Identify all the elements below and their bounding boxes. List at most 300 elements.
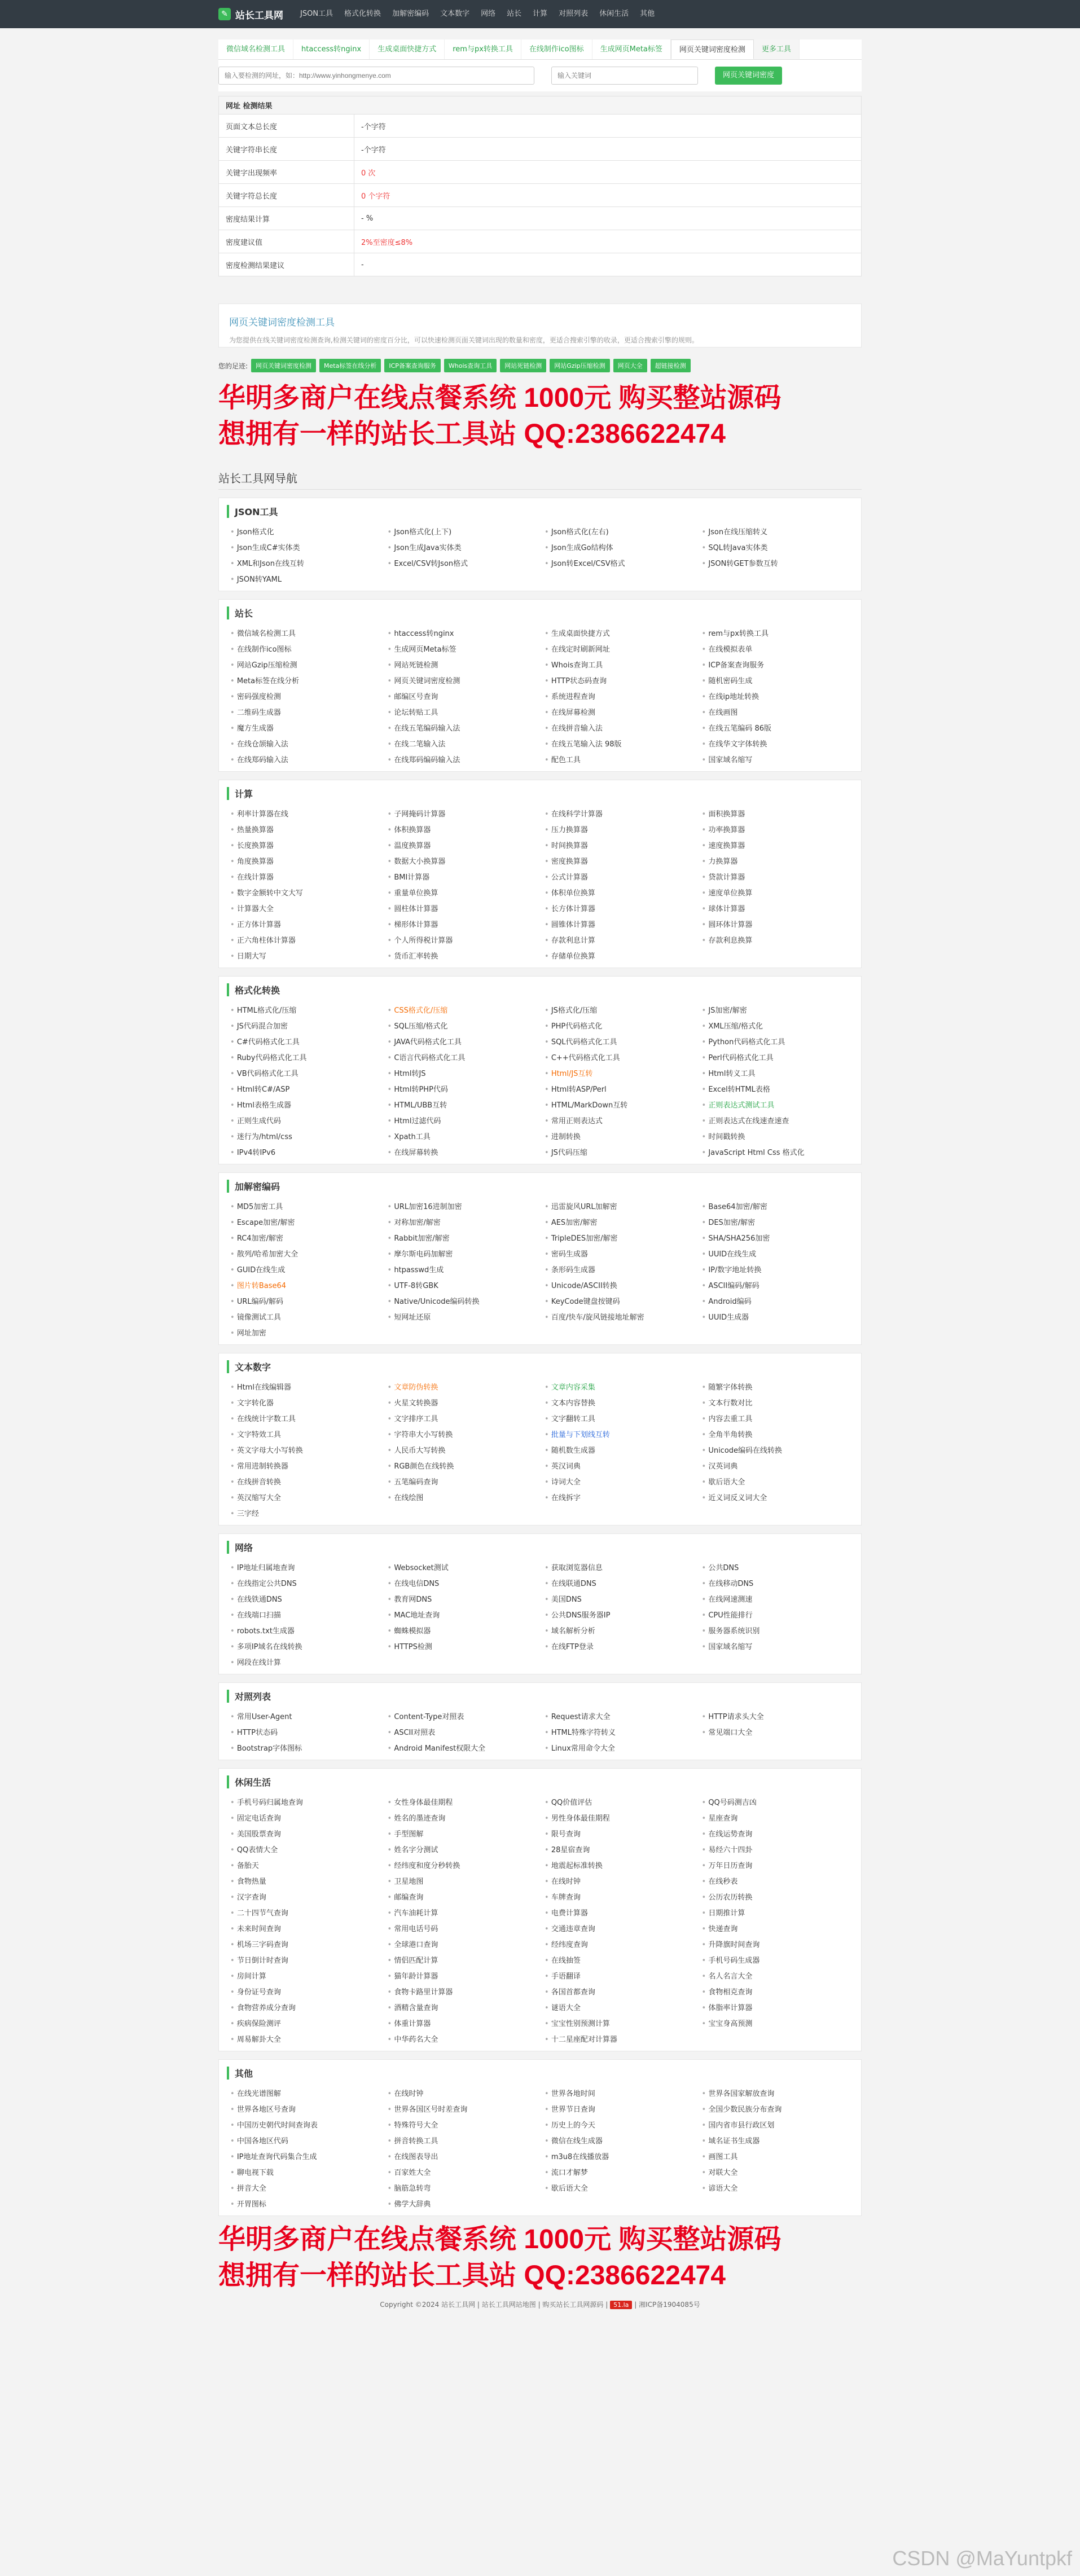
tool-link[interactable]: • BMI计算器 (388, 871, 539, 882)
tool-link[interactable]: • Html转C#/ASP (230, 1083, 382, 1094)
tool-link[interactable]: • C#代码格式化工具 (230, 1036, 382, 1047)
tool-link[interactable]: • 在线统计字数工具 (230, 1413, 382, 1423)
tool-link[interactable]: • 各国首都查询 (545, 1986, 696, 1997)
tool-link[interactable]: • 角度换算器 (230, 855, 382, 866)
tool-link[interactable]: • DES加密/解密 (702, 1216, 854, 1227)
tool-link[interactable]: • 域名解析分析 (545, 1625, 696, 1636)
tool-link[interactable]: • 在线网速测速 (702, 1593, 854, 1604)
tool-link[interactable]: • 在线端口扫描 (230, 1609, 382, 1620)
tool-link[interactable]: • Escape加密/解密 (230, 1216, 382, 1227)
tool-link[interactable]: • IP地址归属地查询 (230, 1562, 382, 1572)
tool-link[interactable]: • JS加密/解密 (702, 1004, 854, 1015)
tool-link[interactable]: • Html转义工具 (702, 1067, 854, 1078)
tool-link[interactable]: • UTF-8转GBK (388, 1280, 539, 1290)
url-input[interactable] (218, 67, 534, 85)
tool-link[interactable]: • 密码强度检测 (230, 691, 382, 701)
tool-link[interactable]: • 备胎天 (230, 1860, 382, 1870)
tool-link[interactable]: • 聊电视下载 (230, 2166, 382, 2177)
tool-link[interactable]: • 条形码生成器 (545, 1264, 696, 1274)
tool-link[interactable]: • 拼音大全 (230, 2182, 382, 2193)
nav-item[interactable]: 加解密编码 (392, 10, 429, 18)
tool-link[interactable]: • RC4加密/解密 (230, 1232, 382, 1243)
tool-link[interactable]: • 限号查询 (545, 1828, 696, 1839)
tool-link[interactable]: • 在线绘图 (388, 1492, 539, 1502)
tool-link[interactable]: • 卫星地图 (388, 1875, 539, 1886)
tool-link[interactable]: • 圆柱体计算器 (388, 903, 539, 913)
tool-link[interactable]: • 对联大全 (702, 2166, 854, 2177)
tool-link[interactable]: • 在线移动DNS (702, 1577, 854, 1588)
tool-link[interactable]: • JAVA代码格式化工具 (388, 1036, 539, 1047)
tool-link[interactable]: • 网站死链检测 (388, 659, 539, 670)
tool-link[interactable]: • Rabbit加密/解密 (388, 1232, 539, 1243)
tool-link[interactable]: • Html转ASP/Perl (545, 1083, 696, 1094)
tool-link[interactable]: • Html在线编辑器 (230, 1381, 382, 1392)
tool-link[interactable]: • 在线郑码编码输入法 (388, 754, 539, 764)
nav-item[interactable]: 休闲生活 (599, 10, 629, 18)
tool-link[interactable]: • 微信域名检测工具 (230, 627, 382, 638)
tool-link[interactable]: • 在线时钟 (545, 1875, 696, 1886)
tool-link[interactable]: • 利率计算器在线 (230, 808, 382, 819)
history-tag[interactable]: Whois查询工具 (444, 359, 497, 372)
tool-link[interactable]: • 特殊符号大全 (388, 2119, 539, 2130)
tool-link[interactable]: • Ruby代码格式化工具 (230, 1052, 382, 1062)
tool-link[interactable]: • 计算器大全 (230, 903, 382, 913)
tool-link[interactable]: • 圆环体计算器 (702, 918, 854, 929)
tool-link[interactable]: • 疾病保险测评 (230, 2017, 382, 2028)
tool-link[interactable]: • 文本内容替换 (545, 1397, 696, 1408)
tool-link[interactable]: • 周易解卦大全 (230, 2033, 382, 2044)
tool-link[interactable]: • 食物相克查询 (702, 1986, 854, 1997)
tool-link[interactable]: • 在线制作ico图标 (230, 643, 382, 654)
tool-link[interactable]: • Html表格生成器 (230, 1099, 382, 1110)
tool-link[interactable]: • 房间计算 (230, 1970, 382, 1981)
tool-link[interactable]: • PHP代码格式化 (545, 1020, 696, 1031)
footer-icp[interactable]: | 湘ICP备1904085号 (634, 2301, 700, 2309)
tool-link[interactable]: • 十二星座配对计算器 (545, 2033, 696, 2044)
tool-link[interactable]: • 公共DNS (702, 1562, 854, 1572)
tool-link[interactable]: • 歇后语大全 (545, 2182, 696, 2193)
tool-link[interactable]: • 批量与下划线互转 (545, 1428, 696, 1439)
tool-link[interactable]: • 内容去重工具 (702, 1413, 854, 1423)
tool-link[interactable]: • 文章内容采集 (545, 1381, 696, 1392)
tool-link[interactable]: • ASCII编码/解码 (702, 1280, 854, 1290)
tool-link[interactable]: • Perl代码格式化工具 (702, 1052, 854, 1062)
tool-link[interactable]: • 在线抽签 (545, 1954, 696, 1965)
tool-link[interactable]: • QQ表情大全 (230, 1844, 382, 1854)
tool-link[interactable]: • 教育网DNS (388, 1593, 539, 1604)
tool-link[interactable]: • CPU性能排行 (702, 1609, 854, 1620)
tool-link[interactable]: • AES加密/解密 (545, 1216, 696, 1227)
tool-link[interactable]: • 世界各地时间 (545, 2087, 696, 2098)
tool-link[interactable]: • 全角半角转换 (702, 1428, 854, 1439)
tool-link[interactable]: • SQL转Java实体类 (702, 542, 854, 552)
tool-link[interactable]: • 邮编区号查询 (388, 691, 539, 701)
tool-link[interactable]: • 电费计算器 (545, 1907, 696, 1918)
tool-link[interactable]: • 正则表达式测试工具 (702, 1099, 854, 1110)
tool-link[interactable]: • 对称加密/解密 (388, 1216, 539, 1227)
tool-link[interactable]: • htaccess转nginx (388, 627, 539, 638)
tool-link[interactable]: • 百家姓大全 (388, 2166, 539, 2177)
tool-link[interactable]: • 正则表达式在线速查速查 (702, 1115, 854, 1126)
tool-link[interactable]: • 手机号码生成器 (702, 1954, 854, 1965)
nav-item[interactable]: 文本数字 (440, 10, 470, 18)
tool-link[interactable]: • 在线铁通DNS (230, 1593, 382, 1604)
tool-link[interactable]: • HTTP请求头大全 (702, 1711, 854, 1721)
tool-link[interactable]: • XML和Json在线互转 (230, 557, 382, 568)
tool-link[interactable]: • 功率换算器 (702, 824, 854, 834)
tool-link[interactable]: • 摩尔斯电码加解密 (388, 1248, 539, 1259)
tool-link[interactable]: • 食物营养成分查询 (230, 2002, 382, 2012)
check-button[interactable]: 网页关键词密度 (715, 67, 782, 85)
tool-link[interactable]: • 世界各国家解放查询 (702, 2087, 854, 2098)
tool-link[interactable]: • Json生成C#实体类 (230, 542, 382, 552)
tool-link[interactable]: • 在线时钟 (388, 2087, 539, 2098)
tool-link[interactable]: • HTTP状态码 (230, 1726, 382, 1737)
tool-link[interactable]: • 在线五笔输入法 98版 (545, 738, 696, 749)
tool-link[interactable]: • 网页关键词密度检测 (388, 675, 539, 685)
tool-link[interactable]: • 在线画图 (702, 706, 854, 717)
tool-link[interactable]: • 子网掩码计算器 (388, 808, 539, 819)
tool-link[interactable]: • 开胃图标 (230, 2198, 382, 2209)
tool-link[interactable]: • 国家域名缩写 (702, 1641, 854, 1651)
tool-link[interactable]: • JSON转YAML (230, 573, 382, 584)
nav-item[interactable]: JSON工具 (300, 10, 333, 18)
tool-link[interactable]: • HTML格式化/压缩 (230, 1004, 382, 1015)
tool-link[interactable]: • SHA/SHA256加密 (702, 1232, 854, 1243)
history-tag[interactable]: 网页关键词密度检测 (251, 359, 316, 372)
tool-link[interactable]: • 重量单位换算 (388, 887, 539, 898)
tool-link[interactable]: • 圆锥体计算器 (545, 918, 696, 929)
tool-link[interactable]: • JS代码压缩 (545, 1146, 696, 1157)
tool-link[interactable]: • Json在线压缩转义 (702, 526, 854, 537)
tool-link[interactable]: • Native/Unicode编码转换 (388, 1295, 539, 1306)
tool-link[interactable]: • MD5加密工具 (230, 1201, 382, 1211)
tool-link[interactable]: • 体积单位换算 (545, 887, 696, 898)
tool-link[interactable]: • IP地址查询代码集合生成 (230, 2151, 382, 2161)
tool-link[interactable]: • htpasswd生成 (388, 1264, 539, 1274)
tool-link[interactable]: • 姓名字分测试 (388, 1844, 539, 1854)
tool-link[interactable]: • 在线电信DNS (388, 1577, 539, 1588)
tool-link[interactable]: • 密码生成器 (545, 1248, 696, 1259)
tool-link[interactable]: • 正方体计算器 (230, 918, 382, 929)
tool-link[interactable]: • Linux常用命令大全 (545, 1742, 696, 1753)
tool-link[interactable]: • ASCII对照表 (388, 1726, 539, 1737)
tool-link[interactable]: • 姓名的墨迹查询 (388, 1812, 539, 1823)
tool-link[interactable]: • 酒精含量查询 (388, 2002, 539, 2012)
tool-link[interactable]: • 中国各地区代码 (230, 2135, 382, 2146)
tool-link[interactable]: • 生成网页Meta标签 (388, 643, 539, 654)
tool-link[interactable]: • 随机数生成器 (545, 1444, 696, 1455)
tool-link[interactable]: • 在线屏幕检测 (545, 706, 696, 717)
tool-link[interactable]: • QQ价值评估 (545, 1796, 696, 1807)
tool-link[interactable]: • 全国少数民族分布查询 (702, 2103, 854, 2114)
tool-link[interactable]: • 三字经 (230, 1507, 382, 1518)
tool-link[interactable]: • 拼音转换工具 (388, 2135, 539, 2146)
nav-item[interactable]: 对照列表 (559, 10, 589, 18)
tool-link[interactable]: • 货币汇率转换 (388, 950, 539, 961)
tab[interactable]: 生成网页Meta标签 (592, 39, 671, 59)
tool-link[interactable]: • 汉英词典 (702, 1460, 854, 1471)
tool-link[interactable]: • 国家域名缩写 (702, 754, 854, 764)
tool-link[interactable]: • 五笔编码查询 (388, 1476, 539, 1487)
tool-link[interactable]: • 在线定时刷新网址 (545, 643, 696, 654)
tool-link[interactable]: • Json生成Go结构体 (545, 542, 696, 552)
tool-link[interactable]: • 流口才解梦 (545, 2166, 696, 2177)
tool-link[interactable]: • 在线科学计算器 (545, 808, 696, 819)
tool-link[interactable]: • 宝宝身高预测 (702, 2017, 854, 2028)
tool-link[interactable]: • 汽车油耗计算 (388, 1907, 539, 1918)
tool-link[interactable]: • 常用User-Agent (230, 1711, 382, 1721)
tool-link[interactable]: • IP/数字地址转换 (702, 1264, 854, 1274)
tool-link[interactable]: • 女性身体最佳期程 (388, 1796, 539, 1807)
tool-link[interactable]: • 正六角柱体计算器 (230, 934, 382, 945)
tool-link[interactable]: • Android编码 (702, 1295, 854, 1306)
tool-link[interactable]: • 在线五笔编码输入法 (388, 722, 539, 733)
tool-link[interactable]: • Whois查询工具 (545, 659, 696, 670)
tool-link[interactable]: • 中华药名大全 (388, 2033, 539, 2044)
tool-link[interactable]: • 网段在线计算 (230, 1656, 382, 1667)
tool-link[interactable]: • 手机号码归属地查询 (230, 1796, 382, 1807)
tool-link[interactable]: • 获取浏览器信息 (545, 1562, 696, 1572)
tool-link[interactable]: • 进制转换 (545, 1131, 696, 1141)
tool-link[interactable]: • 手语翻译 (545, 1970, 696, 1981)
tool-link[interactable]: • 全球港口查询 (388, 1938, 539, 1949)
tool-link[interactable]: • 力换算器 (702, 855, 854, 866)
tool-link[interactable]: • 在线模拟表单 (702, 643, 854, 654)
tool-link[interactable]: • Content-Type对照表 (388, 1711, 539, 1721)
tool-link[interactable]: • 诗词大全 (545, 1476, 696, 1487)
nav-item[interactable]: 格式化转换 (344, 10, 381, 18)
tool-link[interactable]: • 数字金额转中文大写 (230, 887, 382, 898)
tool-link[interactable]: • 英汉缩写大全 (230, 1492, 382, 1502)
tool-link[interactable]: • QQ号码测吉凶 (702, 1796, 854, 1807)
tool-link[interactable]: • 域名证书生成器 (702, 2135, 854, 2146)
tool-link[interactable]: • 在线华文字体转换 (702, 738, 854, 749)
tool-link[interactable]: • 常用进制转换器 (230, 1460, 382, 1471)
tool-link[interactable]: • 蜘蛛模拟器 (388, 1625, 539, 1636)
tool-link[interactable]: • 未来时间查询 (230, 1923, 382, 1933)
nav-item[interactable]: 站长 (507, 10, 522, 18)
tool-link[interactable]: • 散列/哈希加密大全 (230, 1248, 382, 1259)
tool-link[interactable]: • 佛学大辞典 (388, 2198, 539, 2209)
tool-link[interactable]: • 固定电话查询 (230, 1812, 382, 1823)
tool-link[interactable]: • 网址加密 (230, 1327, 382, 1338)
tool-link[interactable]: • 公共DNS服务器IP (545, 1609, 696, 1620)
tool-link[interactable]: • 歇后语大全 (702, 1476, 854, 1487)
tool-link[interactable]: • 手型图解 (388, 1828, 539, 1839)
stats-badge[interactable]: 51.la (610, 2301, 632, 2309)
tool-link[interactable]: • 在线计算器 (230, 871, 382, 882)
tool-link[interactable]: • 二十四节气查询 (230, 1907, 382, 1918)
tool-link[interactable]: • 压力换算器 (545, 824, 696, 834)
tool-link[interactable]: • Html转JS (388, 1067, 539, 1078)
tool-link[interactable]: • URL编码/解码 (230, 1295, 382, 1306)
tool-link[interactable]: • ICP备案查询服务 (702, 659, 854, 670)
tool-link[interactable]: • 在线郑码输入法 (230, 754, 382, 764)
tool-link[interactable]: • 中国历史朝代时间查询表 (230, 2119, 382, 2130)
tool-link[interactable]: • 魔方生成器 (230, 722, 382, 733)
tool-link[interactable]: • 日期大写 (230, 950, 382, 961)
tool-link[interactable]: • 时间戳转换 (702, 1131, 854, 1141)
tool-link[interactable]: • 在线屏幕转换 (388, 1146, 539, 1157)
tool-link[interactable]: • Html/JS互转 (545, 1067, 696, 1078)
tool-link[interactable]: • RGB颜色在线转换 (388, 1460, 539, 1471)
history-tag[interactable]: ICP备案查询服务 (384, 359, 441, 372)
tool-link[interactable]: • Json格式化(左右) (545, 526, 696, 537)
tool-link[interactable]: • 情侣匹配计算 (388, 1954, 539, 1965)
tool-link[interactable]: • 汉字查询 (230, 1891, 382, 1902)
tool-link[interactable]: • 食物热量 (230, 1875, 382, 1886)
tool-link[interactable]: • rem与px转换工具 (702, 627, 854, 638)
tool-link[interactable]: • 谚语大全 (702, 2182, 854, 2193)
tool-link[interactable]: • XML压缩/格式化 (702, 1020, 854, 1031)
tool-link[interactable]: • JavaScript Html Css 格式化 (702, 1146, 854, 1157)
tab[interactable]: 网页关键词密度检测 (671, 39, 754, 59)
tool-link[interactable]: • 在线五笔编码 86版 (702, 722, 854, 733)
tab[interactable]: htaccess转nginx (293, 39, 370, 59)
tool-link[interactable]: • 体积换算器 (388, 824, 539, 834)
tool-link[interactable]: • 微信在线生成器 (545, 2135, 696, 2146)
tool-link[interactable]: • 热量换算器 (230, 824, 382, 834)
tool-link[interactable]: • 公历农历转换 (702, 1891, 854, 1902)
tool-link[interactable]: • Websocket测试 (388, 1562, 539, 1572)
tool-link[interactable]: • Unicode/ASCII转换 (545, 1280, 696, 1290)
tool-link[interactable]: • 在线二笔输入法 (388, 738, 539, 749)
tool-link[interactable]: • Json格式化(上下) (388, 526, 539, 537)
tool-link[interactable]: • 在线拼音转换 (230, 1476, 382, 1487)
tool-link[interactable]: • Excel/CSV转Json格式 (388, 557, 539, 568)
tool-link[interactable]: • JS格式化/压缩 (545, 1004, 696, 1015)
tool-link[interactable]: • 在线指定公共DNS (230, 1577, 382, 1588)
tab[interactable]: 生成桌面快捷方式 (370, 39, 445, 59)
history-tag[interactable]: 网站Gzip压缩检测 (550, 359, 609, 372)
tool-link[interactable]: • 系统进程查询 (545, 691, 696, 701)
tool-link[interactable]: • 多项IP域名在线转换 (230, 1641, 382, 1651)
history-tag[interactable]: 网站死链检测 (500, 359, 546, 372)
tool-link[interactable]: • 车牌查询 (545, 1891, 696, 1902)
tool-link[interactable]: • MAC地址查询 (388, 1609, 539, 1620)
tab[interactable]: 在线制作ico图标 (521, 39, 592, 59)
tool-link[interactable]: • 网站Gzip压缩检测 (230, 659, 382, 670)
tool-link[interactable]: • 二维码生成器 (230, 706, 382, 717)
tool-link[interactable]: • 28星宿查询 (545, 1844, 696, 1854)
tool-link[interactable]: • 机场三字码查询 (230, 1938, 382, 1949)
tool-link[interactable]: • 男性身体最佳期程 (545, 1812, 696, 1823)
tool-link[interactable]: • 常用正则表达式 (545, 1115, 696, 1126)
tool-link[interactable]: • 论坛转贴工具 (388, 706, 539, 717)
tool-link[interactable]: • 经纬度和度分秒转换 (388, 1860, 539, 1870)
tool-link[interactable]: • 节日倒计时查询 (230, 1954, 382, 1965)
tool-link[interactable]: • 英汉词典 (545, 1460, 696, 1471)
tool-link[interactable]: • C++代码格式化工具 (545, 1052, 696, 1062)
tool-link[interactable]: • 贷款计算器 (702, 871, 854, 882)
tool-link[interactable]: • 猫年龄计算器 (388, 1970, 539, 1981)
tool-link[interactable]: • Request请求大全 (545, 1711, 696, 1721)
tool-link[interactable]: • 名人名言大全 (702, 1970, 854, 1981)
tool-link[interactable]: • CSS格式化/压缩 (388, 1004, 539, 1015)
history-tag[interactable]: Meta标签在线分析 (319, 359, 381, 372)
tool-link[interactable]: • 文本行数对比 (702, 1397, 854, 1408)
tool-link[interactable]: • URL加密16进制加密 (388, 1201, 539, 1211)
tool-link[interactable]: • GUID在线生成 (230, 1264, 382, 1274)
tool-link[interactable]: • 升降旗时间查询 (702, 1938, 854, 1949)
tool-link[interactable]: • 生成桌面快捷方式 (545, 627, 696, 638)
tool-link[interactable]: • 文字特效工具 (230, 1428, 382, 1439)
history-tag[interactable]: 超链接检测 (651, 359, 691, 372)
tool-link[interactable]: • 经纬度查询 (545, 1938, 696, 1949)
tool-link[interactable]: • 谜语大全 (545, 2002, 696, 2012)
tool-link[interactable]: • 镜像测试工具 (230, 1311, 382, 1322)
tool-link[interactable]: • 画图工具 (702, 2151, 854, 2161)
tool-link[interactable]: • Xpath工具 (388, 1131, 539, 1141)
tool-link[interactable]: • 快递查询 (702, 1923, 854, 1933)
tool-link[interactable]: • Python代码格式化工具 (702, 1036, 854, 1047)
tool-link[interactable]: • 文章防伪转换 (388, 1381, 539, 1392)
tool-link[interactable]: • Json转Excel/CSV格式 (545, 557, 696, 568)
tool-link[interactable]: • 球体计算器 (702, 903, 854, 913)
tool-link[interactable]: • 交通违章查询 (545, 1923, 696, 1933)
brand[interactable] (218, 7, 283, 21)
tool-link[interactable]: • 宝宝性别预测计算 (545, 2017, 696, 2028)
tool-link[interactable]: • VB代码格式化工具 (230, 1067, 382, 1078)
tool-link[interactable]: • 国内省市县行政区划 (702, 2119, 854, 2130)
tool-link[interactable]: • 时间换算器 (545, 839, 696, 850)
tool-link[interactable]: • robots.txt生成器 (230, 1625, 382, 1636)
tool-link[interactable]: • 在线光谱图解 (230, 2087, 382, 2098)
tool-link[interactable]: • 在线仓颉输入法 (230, 738, 382, 749)
tool-link[interactable]: • 历史上的今天 (545, 2119, 696, 2130)
tool-link[interactable]: • 世界节日查询 (545, 2103, 696, 2114)
tool-link[interactable]: • SQL代码格式化工具 (545, 1036, 696, 1047)
tab[interactable]: 微信域名检测工具 (218, 39, 293, 59)
keyword-input[interactable] (551, 67, 698, 85)
tool-link[interactable]: • UUID生成器 (702, 1311, 854, 1322)
tool-link[interactable]: • 速度单位换算 (702, 887, 854, 898)
tool-link[interactable]: • 字符串大小写转换 (388, 1428, 539, 1439)
tool-link[interactable]: • 常用电话号码 (388, 1923, 539, 1933)
tool-link[interactable]: • 文字转化器 (230, 1397, 382, 1408)
tool-link[interactable]: • 随繁字体转换 (702, 1381, 854, 1392)
tool-link[interactable]: • 美国股票查询 (230, 1828, 382, 1839)
tool-link[interactable]: • 近义词反义词大全 (702, 1492, 854, 1502)
tab[interactable]: rem与px转换工具 (445, 39, 521, 59)
tool-link[interactable]: • HTTPS检测 (388, 1641, 539, 1651)
tool-link[interactable]: • 图片转Base64 (230, 1280, 382, 1290)
tool-link[interactable]: • Html转PHP代码 (388, 1083, 539, 1094)
tool-link[interactable]: • 食物卡路里计算器 (388, 1986, 539, 1997)
tool-link[interactable]: • Unicode编码在线转换 (702, 1444, 854, 1455)
tool-link[interactable]: • 脑筋急转弯 (388, 2182, 539, 2193)
tool-link[interactable]: • Excel转HTML表格 (702, 1083, 854, 1094)
tool-link[interactable]: • UUID在线生成 (702, 1248, 854, 1259)
tool-link[interactable]: • 迷行为/html/css (230, 1131, 382, 1141)
history-tag[interactable]: 网页大全 (613, 359, 647, 372)
tool-link[interactable]: • 世界各地区号查询 (230, 2103, 382, 2114)
tool-link[interactable]: • 百度/快车/旋风链接地址解密 (545, 1311, 696, 1322)
tool-link[interactable]: • 体重计算器 (388, 2017, 539, 2028)
tool-link[interactable]: • Meta标签在线分析 (230, 675, 382, 685)
tool-link[interactable]: • 密度换算器 (545, 855, 696, 866)
tool-link[interactable]: • 服务器系统识别 (702, 1625, 854, 1636)
tab[interactable]: 更多工具 (754, 39, 800, 59)
tool-link[interactable]: • 易经六十四卦 (702, 1844, 854, 1854)
nav-item[interactable]: 网络 (481, 10, 496, 18)
nav-item[interactable]: 其他 (640, 10, 655, 18)
tool-link[interactable]: • 在线ip地址转换 (702, 691, 854, 701)
tool-link[interactable]: • 面积换算器 (702, 808, 854, 819)
tool-link[interactable]: • 公式计算器 (545, 871, 696, 882)
tool-link[interactable]: • 在线秒表 (702, 1875, 854, 1886)
